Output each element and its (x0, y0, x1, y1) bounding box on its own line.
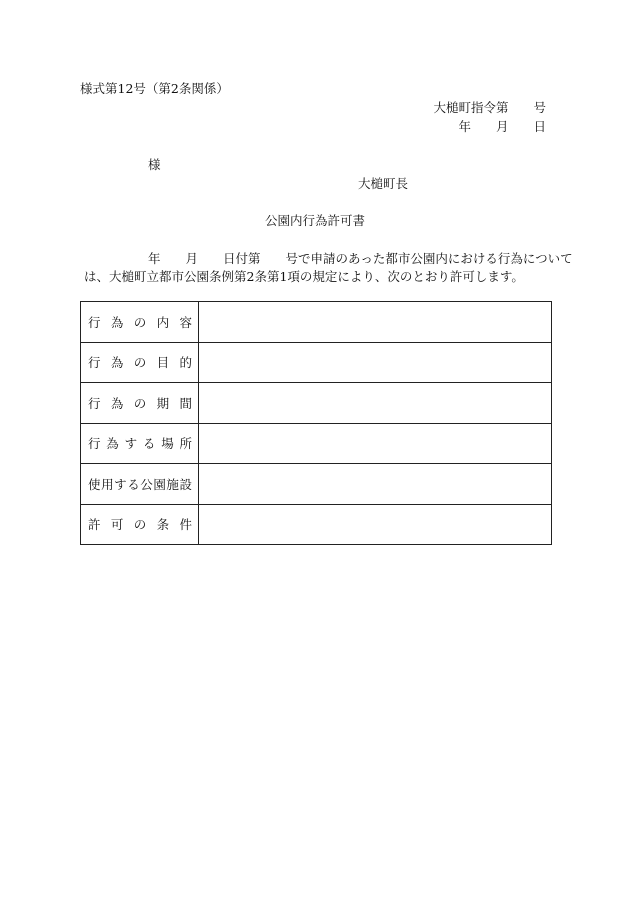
row-label-cell (81, 504, 199, 545)
row-label-cell (81, 423, 199, 464)
row-label: 行 為 の 期 間 (88, 395, 192, 411)
row-label: 使 用 す る 公 園 施 設 (88, 476, 192, 492)
row-value-cell[interactable] (199, 383, 552, 424)
document-title: 公園内行為許可書 (264, 213, 365, 228)
row-label: 行 為 の 内 容 (88, 314, 192, 330)
table-row (81, 342, 552, 383)
row-value-cell[interactable] (199, 504, 552, 545)
row-label-cell (81, 383, 199, 424)
row-value-cell[interactable] (199, 423, 552, 464)
row-label-cell (81, 464, 199, 505)
issuer-name: 大槌町長 (358, 176, 409, 191)
row-label: 許 可 の 条 件 (88, 517, 192, 533)
document-number: 大槌町指令第 号 (433, 100, 546, 115)
table-row (81, 423, 552, 464)
row-value-cell[interactable] (199, 464, 552, 505)
row-value-cell[interactable] (199, 342, 552, 383)
row-label: 行 為 す る 場 所 (88, 436, 192, 452)
row-label-cell (81, 302, 199, 343)
body-text-line-1: 年 月 日付第 号で申請のあった都市公園内における行為について (148, 251, 573, 266)
permit-details-table (80, 301, 552, 545)
table-row (81, 383, 552, 424)
body-text-line-2: は、大槌町立都市公園条例第2条第1項の規定により、次のとおり許可します。 (84, 269, 524, 284)
row-value-cell[interactable] (199, 302, 552, 343)
row-label: 行 為 の 目 的 (88, 355, 192, 371)
document-date: 年 月 日 (458, 119, 546, 134)
table-row (81, 302, 552, 343)
row-label-cell (81, 342, 199, 383)
table-row (81, 504, 552, 545)
form-number: 様式第12号（第2条関係） (80, 81, 229, 96)
table-row (81, 464, 552, 505)
addressee-honorific: 様 (148, 157, 161, 172)
